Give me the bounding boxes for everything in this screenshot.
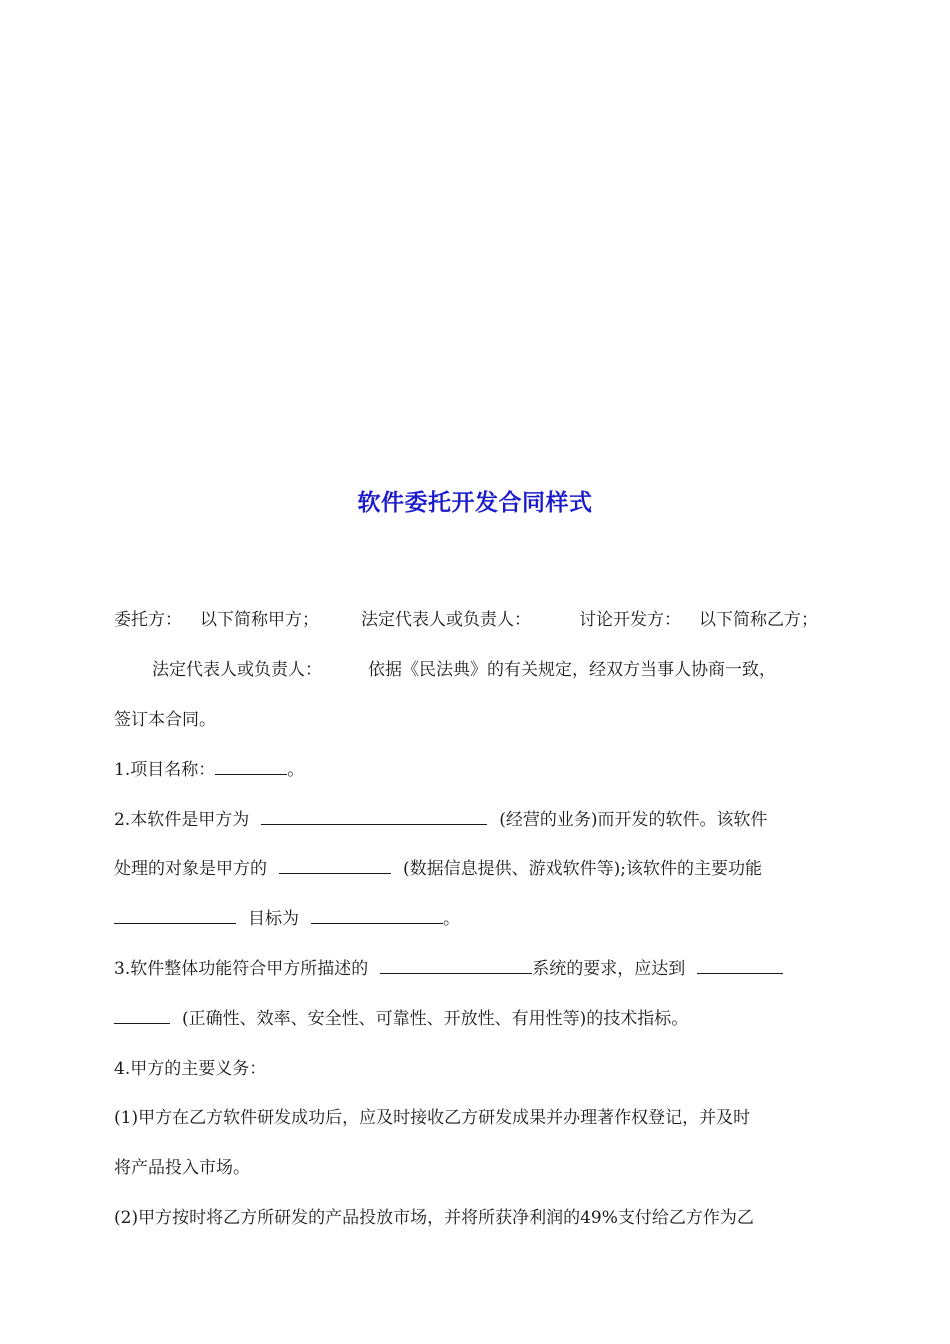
item-1-project-name (114, 758, 844, 782)
item-4-p2-line-1: (2)甲方按时将乙方所研发的产品投放市场，并将所获净利润的49%支付给乙方作为乙 (114, 1208, 754, 1228)
client-label: 委托方： (114, 610, 182, 630)
developer-alias: 以下简称乙方； (699, 610, 818, 630)
item-1-end: 。 (287, 760, 305, 780)
item-4-heading: 4.甲方的主要义务： (114, 1059, 267, 1079)
item-2-text-c: 处理的对象是甲方的 (114, 859, 267, 879)
item-2-text-b: (经营的业务)而开发的软件。该软件 (499, 810, 768, 830)
target-blank-2 (114, 1008, 170, 1024)
main-function-blank (114, 908, 236, 924)
document-title: 软件委托开发合同样式 (357, 490, 593, 516)
business-blank (261, 809, 487, 825)
project-name-blank (215, 759, 287, 775)
target-blank-1 (697, 958, 783, 974)
item-2-line-3 (114, 907, 844, 931)
item-1-label: 1.项目名称： (114, 760, 216, 780)
item-4-p1-line-1: (1)甲方在乙方软件研发成功后，应及时接收乙方研发成果并办理著作权登记，并及时 (114, 1108, 751, 1128)
signing-line: 签订本合同。 (114, 710, 216, 730)
item-3-text-a: 3.软件整体功能符合甲方所描述的 (114, 959, 369, 979)
item-2-end: 。 (443, 909, 460, 929)
data-object-blank (279, 858, 391, 874)
item-2-text-e: 目标为 (248, 909, 299, 929)
client-rep-label: 法定代表人或负责人： (361, 610, 531, 630)
basis-line (152, 658, 844, 682)
item-3-line-1 (114, 957, 844, 981)
item-3-text-b: 系统的要求，应达到 (532, 959, 686, 979)
item-2-text-d: (数据信息提供、游戏软件等);该软件的主要功能 (403, 859, 762, 879)
developer-rep-label: 法定代表人或负责人： (152, 660, 322, 680)
item-3-text-c: (正确性、效率、安全性、可靠性、开放性、有用性等)的技术指标。 (182, 1009, 689, 1029)
item-2-line-1 (114, 808, 844, 832)
parties-line (114, 608, 844, 632)
client-alias: 以下简称甲方； (200, 610, 319, 630)
system-blank (380, 958, 532, 974)
item-2-label: 2.本软件是甲方为 (114, 810, 250, 830)
item-4-p1-line-2: 将产品投入市场。 (114, 1158, 250, 1178)
legal-basis-text: 依据《民法典》的有关规定，经双方当事人协商一致， (368, 660, 776, 680)
developer-label: 讨论开发方： (579, 610, 681, 630)
item-3-line-2 (114, 1007, 844, 1031)
goal-blank (311, 908, 443, 924)
item-2-line-2 (114, 857, 844, 881)
